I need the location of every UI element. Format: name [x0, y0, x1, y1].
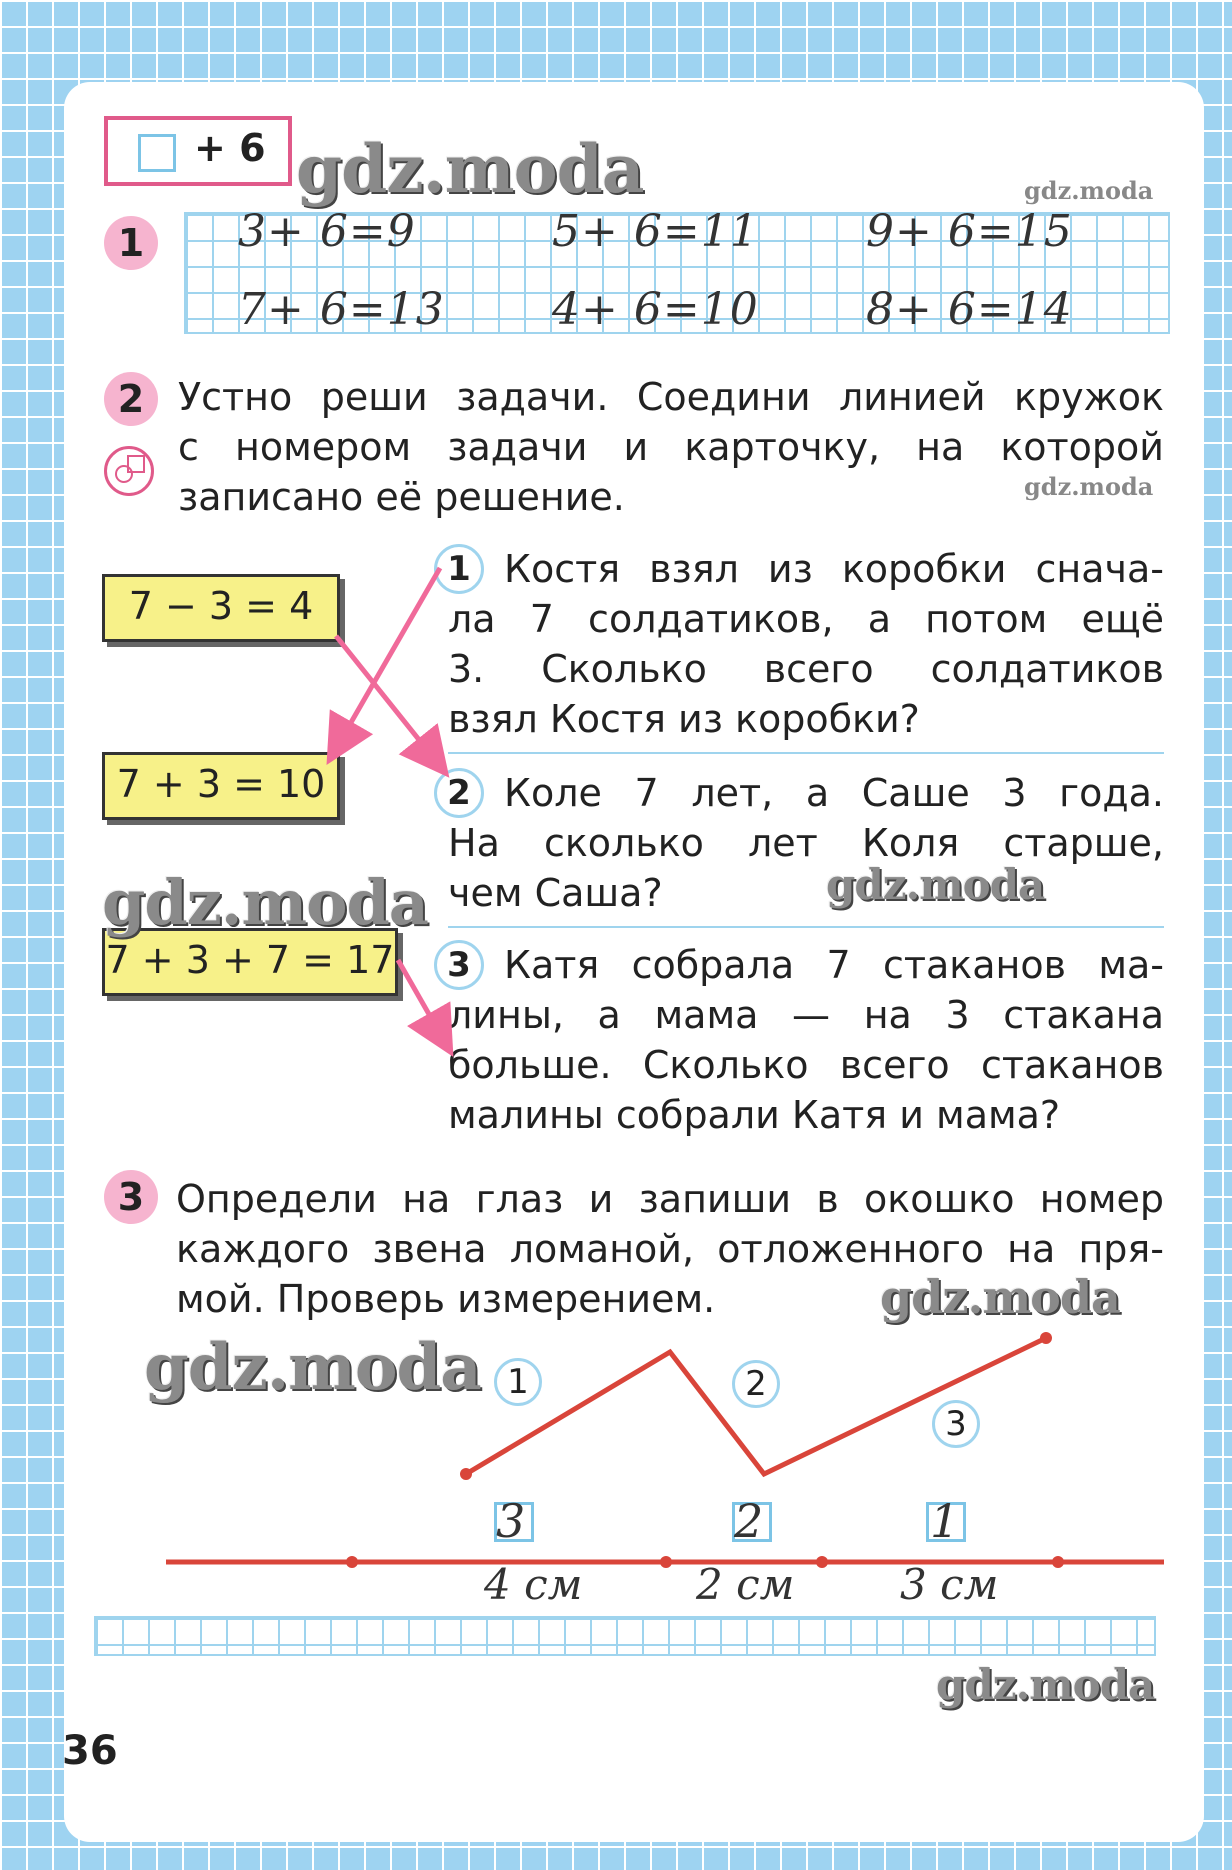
watermark: gdz.moda [936, 1660, 1155, 1709]
problem-line: На сколько лет Коля старше, [448, 821, 1164, 865]
header-box-text: + 6 [194, 126, 266, 170]
task-1-number: 1 [104, 216, 158, 270]
problem-line: Костя взял из коробки снача- [504, 547, 1164, 591]
line-point [816, 1556, 828, 1568]
problem-line: ла 7 солдатиков, а потом ещё [448, 597, 1164, 641]
instruction-line: Устно реши задачи. Соедини линией кружок [178, 375, 1164, 419]
vertex-point [1040, 1332, 1052, 1344]
instruction-line: записано её решение. [178, 475, 625, 519]
watermark: gdz.moda [144, 1330, 481, 1405]
instruction-line: с номером задачи и карточку, на которой [178, 425, 1164, 469]
line-point [660, 1556, 672, 1568]
problem-line: Коле 7 лет, а Саше 3 года. [504, 771, 1164, 815]
solution-card: 7 + 3 + 7 = 17 [102, 928, 398, 996]
answer-digit: 1 [930, 1494, 960, 1548]
segment-label: 3 [932, 1400, 980, 1448]
answer-grid-strip [94, 1616, 1156, 1656]
instruction-line: каждого звена ломаной, отложенного на пря- [176, 1227, 1164, 1271]
answer-digit: 3 [496, 1494, 526, 1548]
measurement: 4 см [484, 1560, 583, 1609]
problem-line: больше. Сколько всего стаканов [448, 1043, 1164, 1087]
solution-card: 7 + 3 = 10 [102, 752, 340, 820]
watermark: gdz.moda [826, 860, 1045, 909]
equation: 9+ 6=15 [866, 206, 1073, 257]
line-point [1052, 1556, 1064, 1568]
measurement: 3 см [900, 1560, 999, 1609]
watermark: gdz.moda [1024, 472, 1154, 501]
watermark: gdz.moda [880, 1270, 1120, 1324]
segment-label: 1 [494, 1358, 542, 1406]
watermark: gdz.moda [102, 866, 428, 939]
problem-line: 3. Сколько всего солдатиков [448, 647, 1164, 691]
problem-line: Катя собрала 7 стаканов ма- [504, 943, 1164, 987]
task-3-number: 3 [104, 1170, 158, 1224]
instruction-line: мой. Проверь измерением. [176, 1277, 716, 1321]
segment-label: 2 [732, 1360, 780, 1408]
task-2-number: 2 [104, 372, 158, 426]
page-number: 36 [62, 1728, 118, 1774]
equation: 7+ 6=13 [238, 284, 445, 335]
measurement: 2 см [696, 1560, 795, 1609]
equation: 8+ 6=14 [866, 284, 1073, 335]
equation: 3+ 6=9 [238, 206, 416, 257]
equation: 5+ 6=11 [552, 206, 759, 257]
problem-line: взял Костя из коробки? [448, 697, 920, 741]
problem-2-number: 2 [434, 768, 484, 818]
problem-line: малины собрали Катя и мама? [448, 1093, 1061, 1137]
problem-line: лины, а мама — на 3 стакана [448, 993, 1164, 1037]
solution-card: 7 − 3 = 4 [102, 574, 340, 642]
equation: 4+ 6=10 [552, 284, 759, 335]
answer-digit: 2 [734, 1494, 764, 1548]
problem-1-number: 1 [434, 544, 484, 594]
line-point [346, 1556, 358, 1568]
problem-line: чем Саша? [448, 871, 663, 915]
watermark: gdz.moda [1024, 176, 1154, 205]
vertex-point [460, 1468, 472, 1480]
instruction-line: Определи на глаз и запиши в окошко номер [176, 1177, 1164, 1221]
watermark: gdz.moda [296, 130, 644, 208]
problem-3-number: 3 [434, 940, 484, 990]
